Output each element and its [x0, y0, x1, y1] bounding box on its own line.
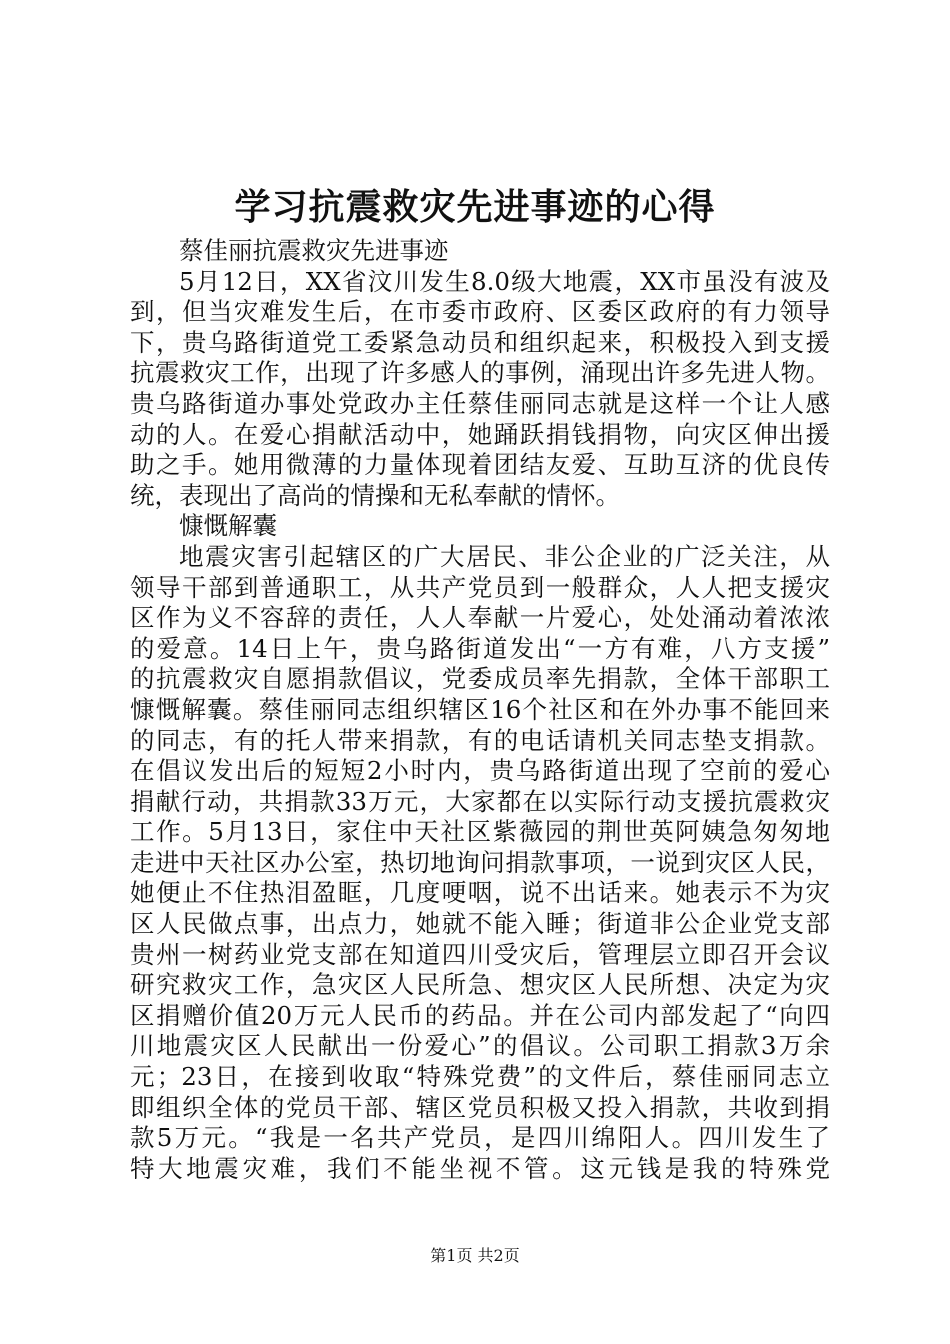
text-line: 她便止不住热泪盈眶，几度哽咽，说不出话来。她表示不为灾: [130, 878, 830, 908]
text-line: 贵乌路街道办事处党政办主任蔡佳丽同志就是这样一个让人感: [130, 388, 830, 418]
text-line: 到，但当灾难发生后，在市委市政府、区委区政府的有力领导: [130, 297, 830, 327]
text-line: 款5万元。“我是一名共产党员，是四川绵阳人。四川发生了: [130, 1123, 830, 1153]
text-line: 助之手。她用微薄的力量体现着团结友爱、互助互济的优良传: [130, 450, 830, 480]
text-line: 即组织全体的党员干部、辖区党员积极又投入捐款，共收到捐: [130, 1092, 830, 1122]
text-line: 的爱意。14日上午，贵乌路街道发出“一方有难，八方支援”: [130, 633, 830, 663]
text-line: 统，表现出了高尚的情操和无私奉献的情怀。: [130, 480, 620, 510]
document-title: 学习抗震救灾先进事迹的心得: [234, 186, 716, 228]
text-line: 捐献行动，共捐款33万元，大家都在以实际行动支援抗震救灾: [130, 786, 830, 816]
document-body: [130, 236, 830, 1184]
text-line: 慷慨解囊: [179, 511, 277, 541]
text-line: 地震灾害引起辖区的广大居民、非公企业的广泛关注，从: [179, 541, 830, 571]
text-line: 抗震救灾工作，出现了许多感人的事例，涌现出许多先进人物。: [130, 358, 830, 388]
page-footer: 第1页 共2页: [430, 1246, 520, 1265]
text-line: 区作为义不容辞的责任，人人奉献一片爱心，处处涌动着浓浓: [130, 603, 830, 633]
text-line: 走进中天社区办公室，热切地询问捐款事项，一说到灾区人民，: [130, 847, 830, 877]
text-line: 在倡议发出后的短短2小时内，贵乌路街道出现了空前的爱心: [130, 756, 830, 786]
text-line: 研究救灾工作，急灾区人民所急、想灾区人民所想、决定为灾: [130, 970, 830, 1000]
text-line: 区人民做点事，出点力，她就不能入睡；街道非公企业党支部: [130, 909, 830, 939]
text-line: 动的人。在爱心捐献活动中，她踊跃捐钱捐物，向灾区伸出援: [130, 419, 830, 449]
text-line: 特大地震灾难，我们不能坐视不管。这元钱是我的特殊党: [130, 1153, 830, 1183]
text-line: 领导干部到普通职工，从共产党员到一般群众，人人把支援灾: [130, 572, 830, 602]
text-line: 工作。5月13日，家住中天社区紫薇园的荆世英阿姨急匆匆地: [130, 817, 830, 847]
text-line: 慷慨解囊。蔡佳丽同志组织辖区16个社区和在外办事不能回来: [130, 694, 830, 724]
text-line: 下，贵乌路街道党工委紧急动员和组织起来，积极投入到支援: [130, 327, 830, 357]
text-line: 川地震灾区人民献出一份爱心”的倡议。公司职工捐款3万余: [130, 1031, 830, 1061]
text-line: 的同志，有的托人带来捐款，有的电话请机关同志垫支捐款。: [130, 725, 830, 755]
text-line: 贵州一树药业党支部在知道四川受灾后，管理层立即召开会议: [130, 939, 830, 969]
text-line: 区捐赠价值20万元人民币的药品。并在公司内部发起了“向四: [130, 1000, 830, 1030]
text-line: 5月12日，XX省汶川发生8.0级大地震，XX市虽没有波及: [179, 266, 830, 296]
text-line: 蔡佳丽抗震救灾先进事迹: [179, 236, 449, 265]
text-line: 的抗震救灾自愿捐款倡议，党委成员率先捐款，全体干部职工: [130, 664, 830, 694]
text-line: 元；23日，在接到收取“特殊党费”的文件后，蔡佳丽同志立: [130, 1062, 830, 1092]
